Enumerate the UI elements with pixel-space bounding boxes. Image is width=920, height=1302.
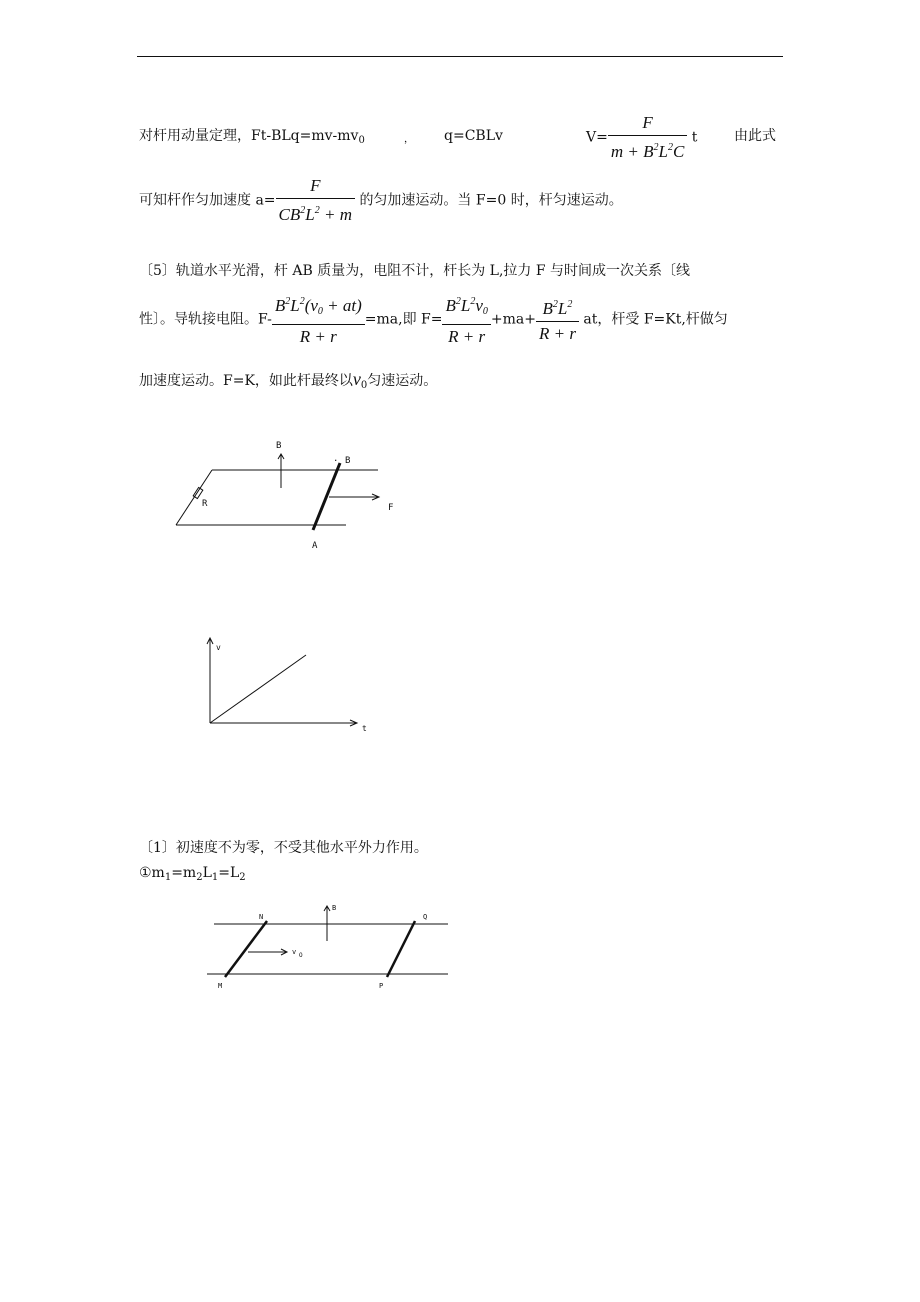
label-v: v [216, 643, 221, 652]
acceleration-fraction: $\frac{F}{CB^2L^2 + m}$ [276, 176, 355, 225]
force-fraction-3: $\frac{B^2L^2}{R + r}$ [536, 295, 579, 344]
connecting-wire [176, 470, 212, 525]
label-b-field: B [276, 441, 282, 451]
case5-line3: 加速度运动。F=K，如此杆最终以$v_0$匀速运动。 [139, 369, 438, 391]
force-fraction-2: $\frac{B^2L^2v_0}{R + r}$ [442, 292, 490, 347]
rod-pq [387, 921, 415, 977]
label-m: M [218, 982, 223, 990]
conclusion-lead: 由此式 [734, 128, 776, 144]
label-r: R [202, 499, 208, 509]
label-f: F [388, 503, 394, 513]
force-fraction-1: $\frac{B^2L^2(v_0 + at)}{R + r}$ [272, 292, 365, 347]
acceleration-formula: 可知杆作匀加速度 a= $\frac{F}{CB^2L^2 + m}$ 的匀加速运动。当 F=0 时，杆匀速运动。 [139, 176, 623, 224]
resistor-symbol [193, 487, 203, 498]
label-t: t [362, 724, 367, 733]
velocity-formula: V= $\frac{F}{m + B^2L^2C}$ t [586, 113, 698, 161]
label-v-sub: O [299, 952, 303, 959]
header-rule [137, 56, 783, 57]
label-dot: . [333, 454, 339, 464]
case1-heading: 〔1〕初速度不为零，不受其他水平外力作用。 [139, 840, 428, 856]
case5-line2: 性〕。导轨接电阻。F- $\frac{B^2L^2(v_0 + at)}{R + r}$ =ma,即 F= $\frac{B^2L^2v_0}{R + r}$ +ma+ $\frac{B^2L^2}{R + r}$ at，杆受 F=Kt,杆做匀 [139, 292, 728, 347]
velocity-time-graph [195, 630, 380, 740]
velocity-fraction: $\frac{F}{m + B^2L^2C}$ [608, 113, 687, 162]
charge-formula: q=CBLv [444, 128, 503, 144]
label-q: Q [423, 913, 428, 921]
velocity-line [210, 655, 306, 723]
label-a: A [312, 541, 318, 551]
label-v: v [292, 948, 297, 956]
label-b: B [332, 904, 337, 912]
separator-comma: ， [404, 134, 414, 145]
two-rods-diagram [200, 895, 460, 1000]
label-n: N [259, 913, 264, 921]
rail-resistor-diagram [160, 430, 420, 560]
rod-mn [225, 921, 267, 977]
label-p: P [379, 982, 384, 990]
label-b-end: B [345, 456, 351, 466]
momentum-theorem-text: 对杆用动量定理，$Ft-BLq=mv-mv_0$ [139, 128, 365, 146]
case5-line1: 〔5〕轨道水平光滑，杆 AB 质量为，电阻不计，杆长为 L,拉力 F 与时间成一次关系〔线 [139, 263, 691, 279]
case1-condition: $①m_1=m_2L_1=L_2$ [139, 865, 246, 883]
